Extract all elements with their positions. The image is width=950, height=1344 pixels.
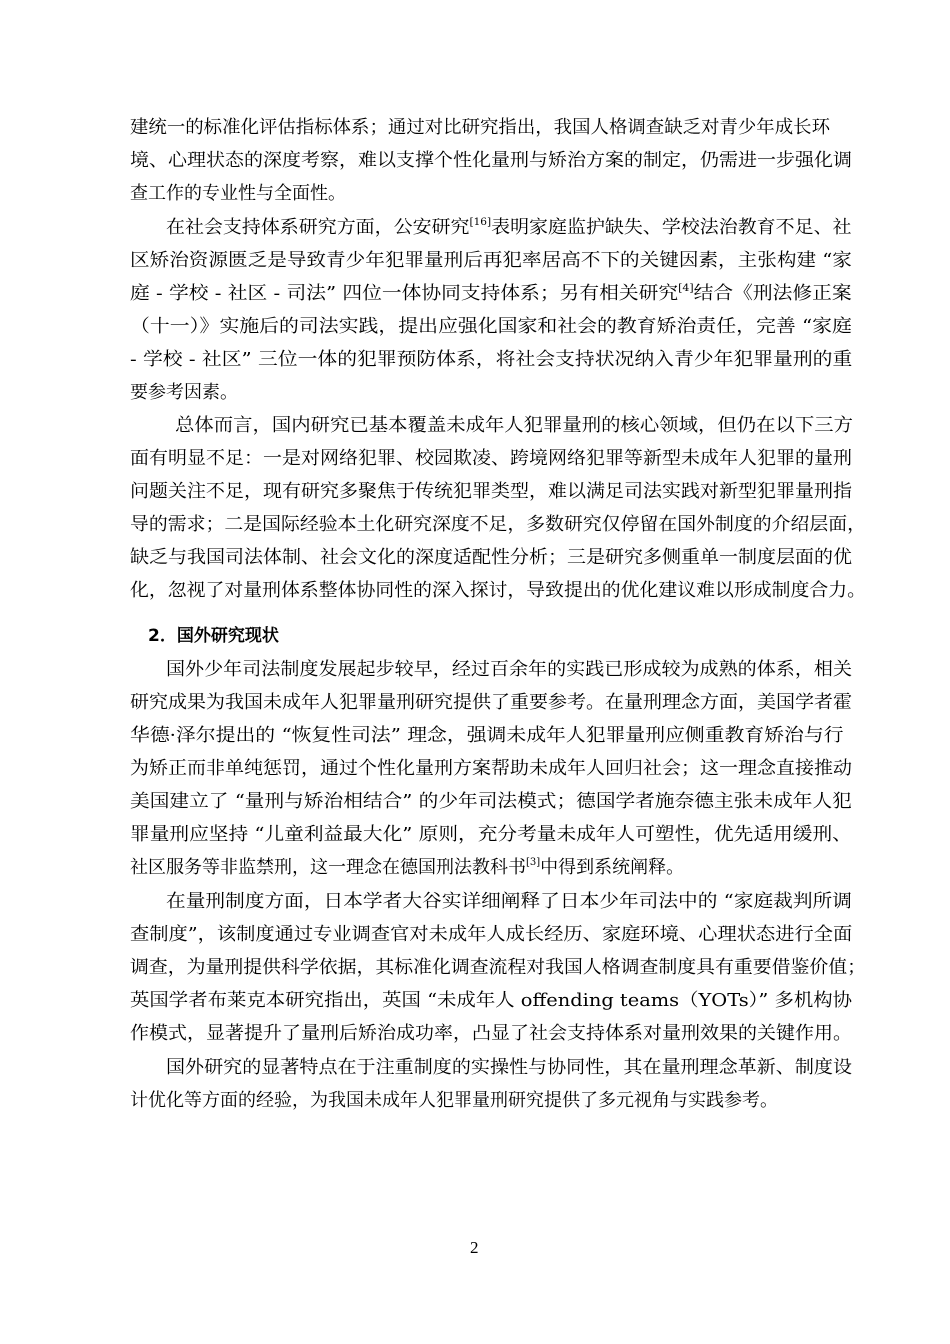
text-run: 结合《刑法修正案 xyxy=(693,283,852,304)
text-line xyxy=(130,382,238,404)
text-line xyxy=(130,1023,852,1045)
text-run: 国外研究的显著特点在于注重制度的实操性与协同性，其在量刑理念革新、制度设 xyxy=(166,1057,853,1078)
text-line xyxy=(130,283,852,305)
text-run: 社区服务等非监禁刑，这一理念在德国刑法教科书 xyxy=(130,857,526,878)
text-run: 2．国外研究现状 xyxy=(148,626,279,646)
text-run: 区矫治资源匮乏是导致青少年犯罪量刑后再犯率居高不下的关键因素，主张构建 “家 xyxy=(130,250,852,271)
text-run: 英国学者布莱克本研究指出，英国 “未成年人 offending teams（YOTs）” 多机构协 xyxy=(130,990,853,1011)
text-run: 面有明显不足：一是对网络犯罪、校园欺凌、跨境网络犯罪等新型未成年人犯罪的量刑 xyxy=(130,448,852,469)
text-line xyxy=(130,990,852,1012)
text-line xyxy=(130,725,844,747)
text-run: 查制度”，该制度通过专业调查官对未成年人成长经历、家庭环境、心理状态进行全面 xyxy=(130,924,853,945)
text-line xyxy=(130,250,852,272)
citation-ref: [3] xyxy=(526,857,541,868)
text-run: 为矫正而非单纯惩罚，通过个性化量刑方案帮助未成年人回归社会；这一理念直接推动 xyxy=(130,758,852,779)
text-line xyxy=(166,891,852,913)
text-run: 作模式，显著提升了量刑后矫治成功率，凸显了社会支持体系对量刑效果的关键作用。 xyxy=(130,1023,852,1044)
text-line xyxy=(130,349,852,371)
citation-ref: [16] xyxy=(469,217,492,228)
text-line xyxy=(130,481,852,503)
text-run: 导的需求；二是国际经验本土化研究深度不足，多数研究仅停留在国外制度的介绍层面， xyxy=(130,514,866,535)
text-run: 在量刑制度方面，日本学者大谷实详细阐释了日本少年司法中的 “家庭裁判所调 xyxy=(166,891,852,912)
text-line xyxy=(130,117,830,139)
text-run: 问题关注不足，现有研究多聚焦于传统犯罪类型，难以满足司法实践对新型犯罪量刑指 xyxy=(130,481,852,502)
text-line xyxy=(130,824,852,846)
text-run: 总体而言，国内研究已基本覆盖未成年人犯罪量刑的核心领域，但仍在以下三方 xyxy=(175,415,853,436)
text-run: 在社会支持体系研究方面，公安研究 xyxy=(166,217,470,238)
text-run: 庭 - 学校 - 社区 - 司法” 四位一体协同支持体系；另有相关研究 xyxy=(130,283,679,304)
text-line xyxy=(130,547,852,569)
text-run: 要参考因素。 xyxy=(130,382,238,403)
text-line xyxy=(175,415,853,437)
text-line xyxy=(130,957,866,979)
text-run: 中得到系统阐释。 xyxy=(540,857,685,878)
text-line xyxy=(130,924,852,946)
text-run: 调查，为量刑提供科学依据，其标准化调查流程对我国人格调查制度具有重要借鉴价值； xyxy=(130,957,866,978)
text-run: 化，忽视了对量刑体系整体协同性的深入探讨，导致提出的优化建议难以形成制度合力。 xyxy=(130,580,866,601)
text-run: 查工作的专业性与全面性。 xyxy=(130,183,346,204)
text-run: 罪量刑应坚持 “儿童利益最大化” 原则，充分考量未成年人可塑性，优先适用缓刑、 xyxy=(130,824,852,845)
text-line xyxy=(130,758,852,780)
text-run: 计优化等方面的经验，为我国未成年人犯罪量刑研究提供了多元视角与实践参考。 xyxy=(130,1090,778,1111)
text-line xyxy=(130,316,852,338)
text-run: 境、心理状态的深度考察，难以支撑个性化量刑与矫治方案的制定，仍需进一步强化调 xyxy=(130,150,852,171)
citation-ref: [4] xyxy=(678,283,694,294)
text-run: 研究成果为我国未成年人犯罪量刑研究提供了重要参考。在量刑理念方面，美国学者霍 xyxy=(130,692,852,713)
text-line xyxy=(130,692,852,714)
text-line xyxy=(166,659,852,681)
text-line xyxy=(130,183,346,205)
text-line xyxy=(130,580,866,602)
text-run: 美国建立了 “量刑与矫治相结合” 的少年司法模式；德国学者施奈德主张未成年人犯 xyxy=(130,791,852,812)
text-run: 国外少年司法制度发展起步较早，经过百余年的实践已形成较为成熟的体系，相关 xyxy=(166,659,853,680)
text-run: - 学校 - 社区” 三位一体的犯罪预防体系，将社会支持状况纳入青少年犯罪量刑的重 xyxy=(130,349,853,370)
text-line xyxy=(130,448,852,470)
text-run: 建统一的标准化评估指标体系；通过对比研究指出，我国人格调查缺乏对青少年成长环 xyxy=(130,117,830,138)
text-line xyxy=(130,791,852,813)
text-line xyxy=(130,514,866,536)
section-heading xyxy=(148,625,279,647)
page-number: 2 xyxy=(470,1238,479,1257)
text-run: 缺乏与我国司法体制、社会文化的深度适配性分析；三是研究多侧重单一制度层面的优 xyxy=(130,547,852,568)
text-run: （十一）》实施后的司法实践，提出应强化国家和社会的教育矫治责任，完善 “家庭 xyxy=(130,316,852,337)
text-line xyxy=(166,1057,852,1079)
text-line xyxy=(130,857,684,879)
text-run: 表明家庭监护缺失、学校法治教育不足、社 xyxy=(491,217,852,238)
text-run: 华德·泽尔提出的 “恢复性司法” 理念，强调未成年人犯罪量刑应侧重教育矫治与行 xyxy=(130,725,844,746)
text-line xyxy=(130,150,852,172)
text-line xyxy=(130,1090,778,1112)
text-line xyxy=(166,217,852,239)
